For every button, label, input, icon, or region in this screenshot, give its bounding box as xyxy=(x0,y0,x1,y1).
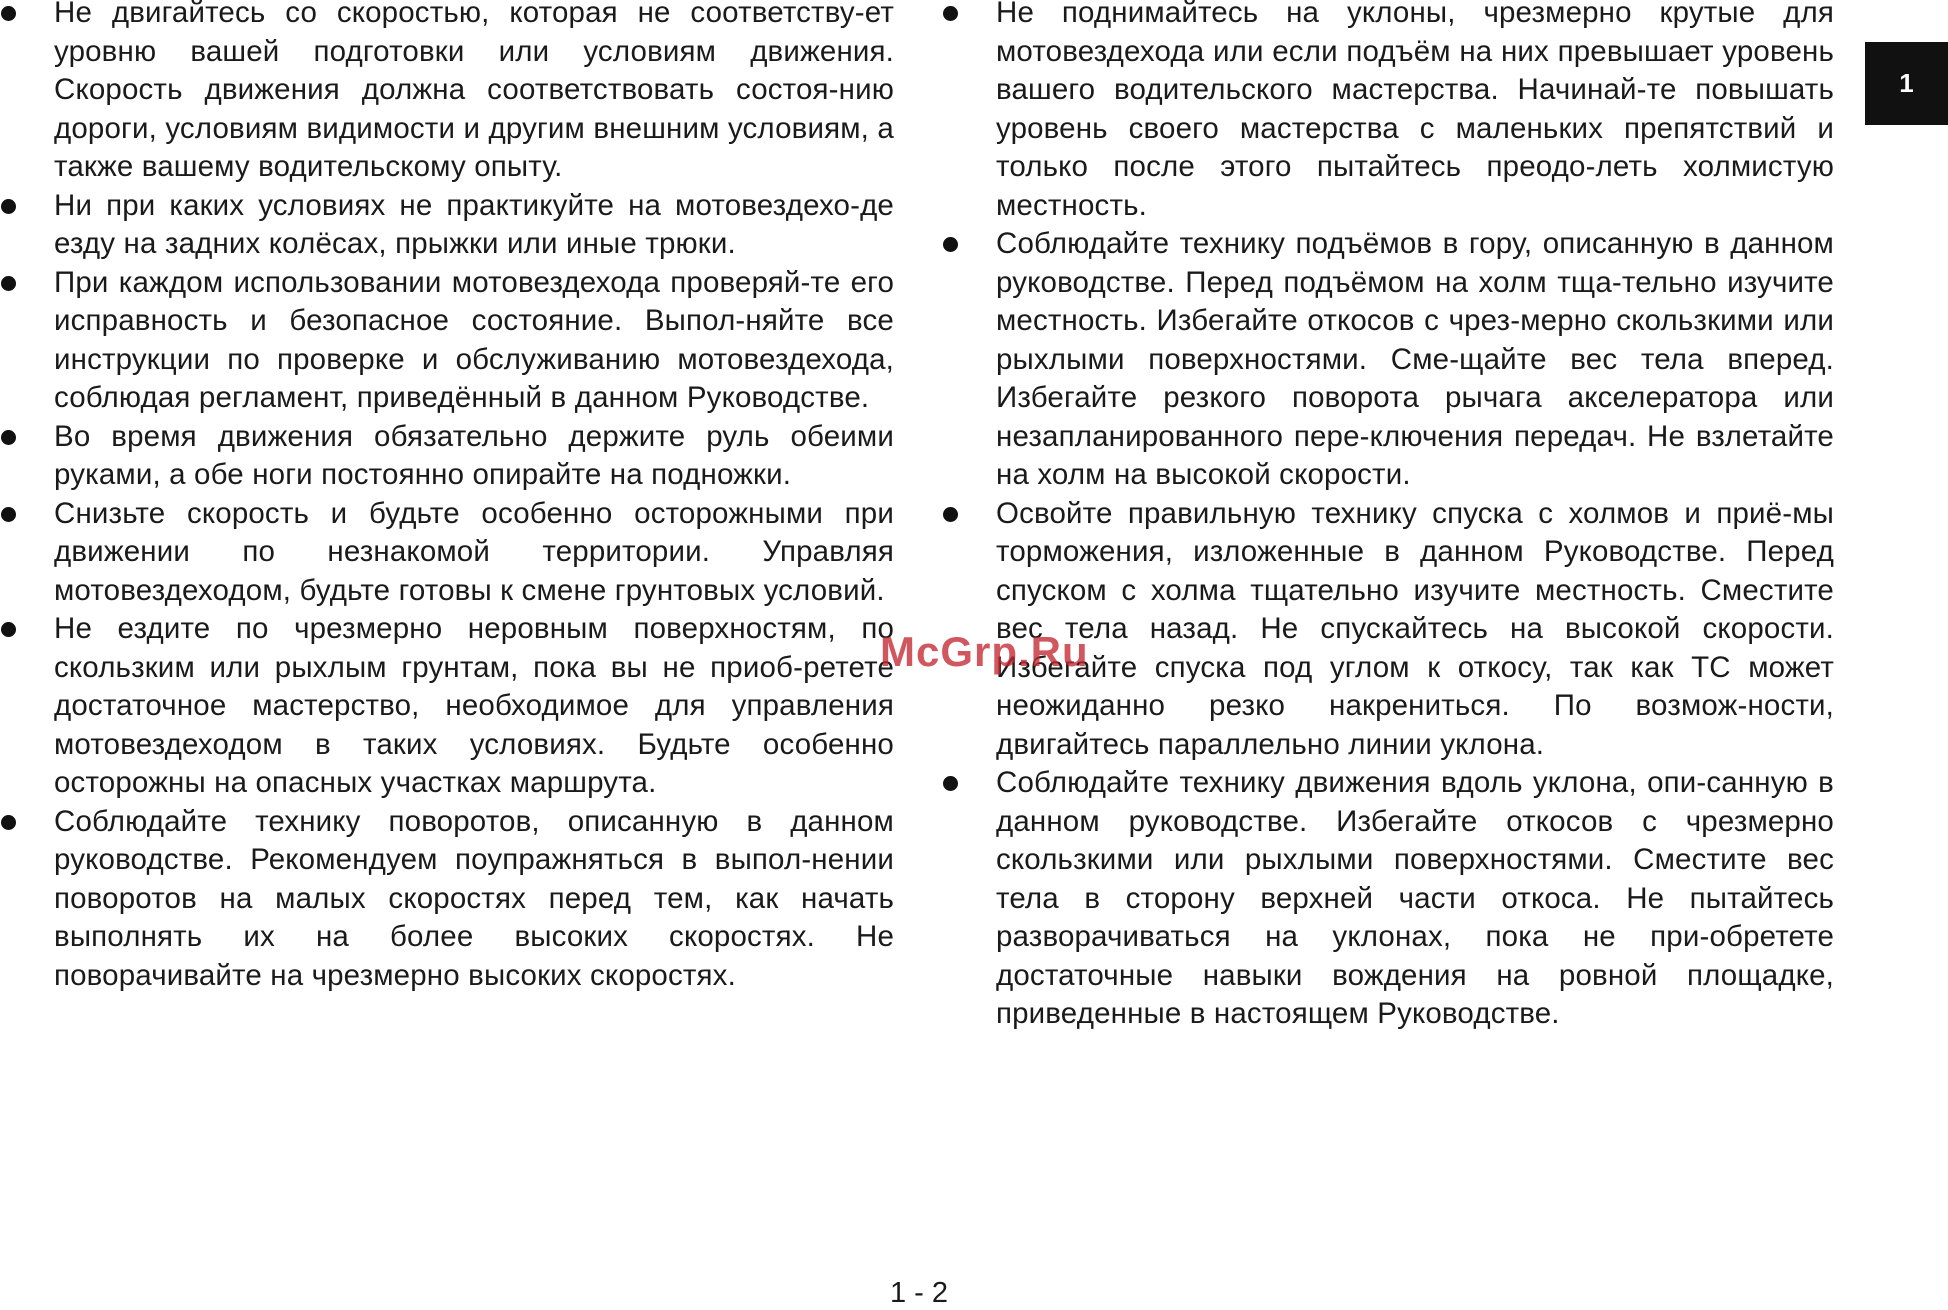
bullet-icon xyxy=(1,507,16,522)
chapter-tab: 1 xyxy=(1865,42,1948,125)
bullet-icon xyxy=(1,276,16,291)
list-item-text: Соблюдайте технику подъёмов в гору, описанную в данном руководстве. Перед подъёмом на холм тща-тельно изучите местность. Избегайте откосов с чрез-мерно скользкими или рыхлыми поверхностями. Сме-щайте вес тела вперед. Избегайте резкого поворота рычага акселератора или незапланированного пере-ключения передач. Не взлетайте на холм на высокой скорости. xyxy=(996,227,1834,491)
list-item-text: Освойте правильную технику спуска с холмов и приё-мы торможения, изложенные в данном Руководстве. Перед спуском с холма тщательно изучите местность. Сместите вес тела назад. Не спускайтесь на высокой скорости. Избегайте спуска под углом к откосу, так как ТС может неожиданно резко накрениться. По возмож-ности, двигайтесь параллельно линии уклона. xyxy=(996,496,1834,761)
list-item xyxy=(942,0,1834,225)
list-item xyxy=(0,495,894,611)
list-item-text: Соблюдайте технику поворотов, описанную в данном руководстве. Рекомендуем поупражняться в выпол-нении поворотов на малых скоростях перед тем, как начать выполнять их на более высоких скоростях. Не поворачивайте на чрезмерно высоких скоростях. xyxy=(54,804,894,992)
list-item xyxy=(0,264,894,418)
list-item-text: При каждом использовании мотовездехода проверяй-те его исправность и безопасное состояние. Выпол-няйте все инструкции по проверке и обслуживанию мотовездехода, соблюдая регламент, приведённый в данном Руководстве. xyxy=(54,265,894,414)
list-item xyxy=(0,187,894,264)
list-item-text: Во время движения обязательно держите руль обеими руками, а обе ноги постоянно опирайте на подножки. xyxy=(54,419,894,491)
right-column xyxy=(942,0,1834,1034)
bullet-icon xyxy=(1,6,16,21)
watermark: McGrp.Ru xyxy=(880,628,1089,675)
bullet-icon xyxy=(1,430,16,445)
list-item xyxy=(0,610,894,803)
list-item xyxy=(0,418,894,495)
list-item-text: Не двигайтесь со скоростью, которая не соответству-ет уровню вашей подготовки или условиям движения. Скорость движения должна соответствовать состоя-нию дороги, условиям видимости и другим внешним условиям, а также вашему водительскому опыту. xyxy=(54,0,894,183)
bullet-icon xyxy=(943,6,958,21)
list-item xyxy=(942,225,1834,495)
list-item-text: Не ездите по чрезмерно неровным поверхностям, по скользким или рыхлым грунтам, пока вы не приоб-ретете достаточное мастерство, необходимое для управления мотовездеходом в таких условиях. Будьте особенно осторожны на опасных участках маршрута. xyxy=(54,612,894,799)
bullet-icon xyxy=(1,199,16,214)
list-item xyxy=(0,803,894,996)
list-item-text: Соблюдайте технику движения вдоль уклона, опи-санную в данном руководстве. Избегайте откосов с чрезмерно скользкими или рыхлыми поверхностями. Сместите вес тела в сторону верхней части откоса. Не пытайтесь разворачиваться на уклонах, пока не при-обретете достаточные навыки вождения на ровной площадке, приведенные в настоящем Руководстве. xyxy=(996,766,1834,1030)
bullet-icon xyxy=(1,815,16,830)
list-item-text: Не поднимайтесь на уклоны, чрезмерно крутые для мотовездехода или если подъём на них превышает уровень вашего водительского мастерства. Начинай-те повышать уровень своего мастерства с маленьких препятствий и только после этого пытайтесь преодо-леть холмистую местность. xyxy=(996,0,1834,222)
list-item xyxy=(942,764,1834,1034)
list-item xyxy=(0,0,894,187)
bullet-icon xyxy=(943,776,958,791)
bullet-icon xyxy=(943,507,958,522)
bullet-icon xyxy=(943,237,958,252)
list-item-text: Снизьте скорость и будьте особенно осторожными при движении по незнакомой территории. Управляя мотовездеходом, будьте готовы к смене грунтовых условий. xyxy=(54,496,894,607)
bullet-icon xyxy=(1,622,16,637)
page-number: 1 - 2 xyxy=(889,1277,949,1309)
left-column xyxy=(0,0,894,995)
list-item-text: Ни при каких условиях не практикуйте на мотовездехо-де езду на задних колёсах, прыжки или иные трюки. xyxy=(54,188,894,260)
